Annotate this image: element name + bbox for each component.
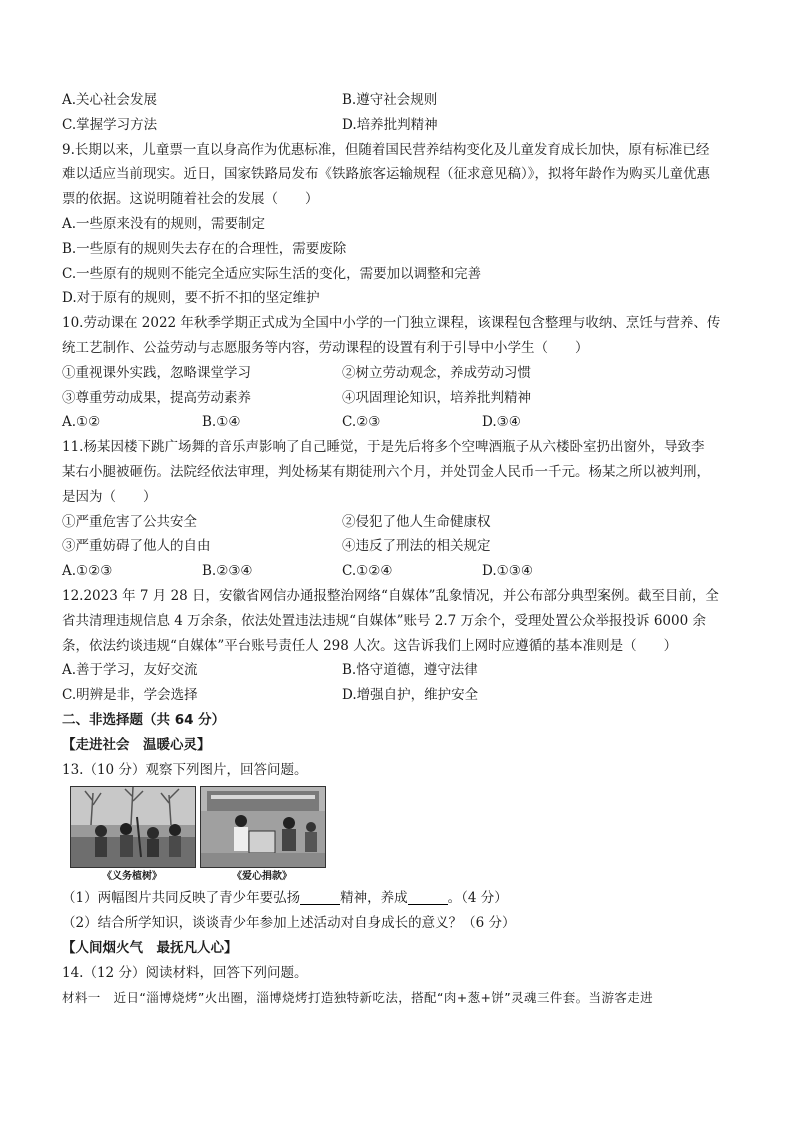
photo-donation: [200, 786, 324, 884]
q13-sub1: [62, 886, 742, 911]
q12-option-a: A.善于学习，友好交流: [62, 662, 198, 679]
q10-option-a: A.①②: [62, 414, 101, 431]
q10-option-d: D.③④: [482, 414, 521, 431]
q12-stem-line: 条，依法约谈违规“自媒体”平台账号责任人 298 人次。这告诉我们上网时应遵循的基本准则是（ ）: [62, 637, 678, 654]
q11-option-b: B.②③④: [202, 563, 253, 580]
q11-options: [62, 559, 742, 584]
answer-blank[interactable]: [408, 890, 448, 905]
q14-material-line: 材料一 近日“淄博烧烤”火出圈，淄博烧烤打造独特新吃法，搭配“肉+葱+饼”灵魂三件套。当游客走进: [62, 989, 654, 1005]
q8-option-a: A.关心社会发展: [62, 92, 158, 108]
tree-planting-image: [70, 786, 196, 868]
q10-stem-line: 统工艺制作、公益劳动与志愿服务等内容，劳动课程的设置有利于引导中小学生（ ）: [62, 339, 589, 356]
q12-options-row1: [62, 658, 742, 683]
q11-option-d: D.①③④: [482, 563, 533, 580]
q10-item-3: ③尊重劳动成果，提高劳动素养: [62, 389, 251, 406]
q8-option-b: B.遵守社会规则: [342, 92, 438, 108]
q10-items-row2: [62, 386, 742, 411]
q9-option-b: B.一些原有的规则失去存在的合理性，需要废除: [62, 240, 347, 257]
q13-sub1-text-b: 精神，养成: [340, 890, 408, 907]
q12-option-c: C.明辨是非，学会选择: [62, 687, 198, 704]
q13-stem: 13.（10 分）观察下列图片，回答问题。: [62, 761, 308, 778]
q12-option-b: B.恪守道德，遵守法律: [342, 662, 478, 679]
topic-heading: 【走进社会 温暖心灵】: [62, 736, 211, 753]
q11-stem-line: 是因为（ ）: [62, 488, 157, 505]
answer-blank[interactable]: [300, 890, 340, 905]
q9-stem-line: 票的依据。这说明随着社会的发展（ ）: [62, 191, 319, 208]
q13-sub2: （2）结合所学知识，谈谈青少年参加上述活动对自身成长的意义？（6 分）: [62, 915, 516, 932]
exam-page: [62, 88, 742, 1010]
q10-item-4: ④巩固理论知识，培养批判精神: [342, 389, 531, 406]
q8-options-row2: [62, 113, 742, 138]
q11-item-2: ②侵犯了他人生命健康权: [342, 513, 491, 530]
q12-options-row2: [62, 683, 742, 708]
q11-stem-line: 11.杨某因楼下跳广场舞的音乐声影响了自己睡觉，于是先后将多个空啤酒瓶子从六楼卧室扔出窗外，导致李: [62, 439, 705, 456]
q11-items-row1: [62, 510, 742, 535]
q13-sub1-text-c: 。（4 分）: [447, 890, 508, 907]
q10-item-2: ②树立劳动观念，养成劳动习惯: [342, 364, 531, 381]
q14-stem: 14.（12 分）阅读材料，回答下列问题。: [62, 964, 308, 981]
q11-items-row2: [62, 534, 742, 559]
q9-stem-line: 难以适应当前现实。近日，国家铁路局发布《铁路旅客运输规程（征求意见稿）》，拟将年龄作为购买儿童优惠: [62, 166, 710, 183]
photo-tree-planting: [70, 786, 194, 884]
q8-option-d: D.培养批判精神: [342, 116, 438, 133]
q10-options: [62, 410, 742, 435]
caption-donation: 《爱心捐款》: [232, 871, 292, 883]
q10-option-b: B.①④: [202, 414, 241, 431]
q11-stem-line: 某右小腿被砸伤。法院经依法审理，判处杨某有期徒刑六个月，并处罚金人民币一千元。杨某之所以被判刑，: [62, 463, 710, 480]
q11-option-a: A.①②③: [62, 563, 113, 580]
q8-option-c: C.掌握学习方法: [62, 116, 158, 133]
section-heading: 二、非选择题（共 64 分）: [62, 711, 226, 728]
q13-sub1-text-a: （1）两幅图片共同反映了青少年要弘扬: [62, 890, 301, 907]
q9-stem-line: 9.长期以来，儿童票一直以身高作为优惠标准，但随着国民营养结构变化及儿童发育成长加快，原有标准已经: [62, 141, 710, 158]
q10-stem-line: 10.劳动课在 2022 年秋季学期正式成为全国中小学的一门独立课程，该课程包含整理与收纳、烹饪与营养、传: [62, 315, 721, 332]
q12-option-d: D.增强自护，维护安全: [342, 687, 479, 704]
q9-option-d: D.对于原有的规则，要不折不扣的坚定维护: [62, 290, 320, 307]
q11-item-3: ③严重妨碍了他人的自由: [62, 538, 211, 555]
q8-options-row1: [62, 88, 742, 113]
caption-tree-planting: 《义务植树》: [102, 871, 162, 883]
q10-item-1: ①重视课外实践，忽略课堂学习: [62, 364, 251, 381]
q9-option-a: A.一些原来没有的规则，需要制定: [62, 215, 266, 232]
q11-item-1: ①严重危害了公共安全: [62, 513, 197, 530]
topic-heading: 【人间烟火气 最抚凡人心】: [62, 939, 238, 956]
q11-item-4: ④违反了刑法的相关规定: [342, 538, 491, 555]
q10-option-c: C.②③: [342, 414, 381, 431]
q12-stem-line: 省共清理违规信息 4 万余条，依法处置违法违规“自媒体”账号 2.7 万余个，受理处置公众举报投诉 6000 余: [62, 612, 706, 629]
q10-items-row1: [62, 361, 742, 386]
donation-image: [200, 786, 326, 868]
q13-photos: [70, 786, 742, 884]
q12-stem-line: 12.2023 年 7 月 28 日，安徽省网信办通报整治网络“自媒体”乱象情况，并公布部分典型案例。截至目前，全: [62, 587, 719, 604]
q11-option-c: C.①②④: [342, 563, 393, 580]
q9-option-c: C.一些原有的规则不能完全适应实际生活的变化，需要加以调整和完善: [62, 265, 482, 282]
